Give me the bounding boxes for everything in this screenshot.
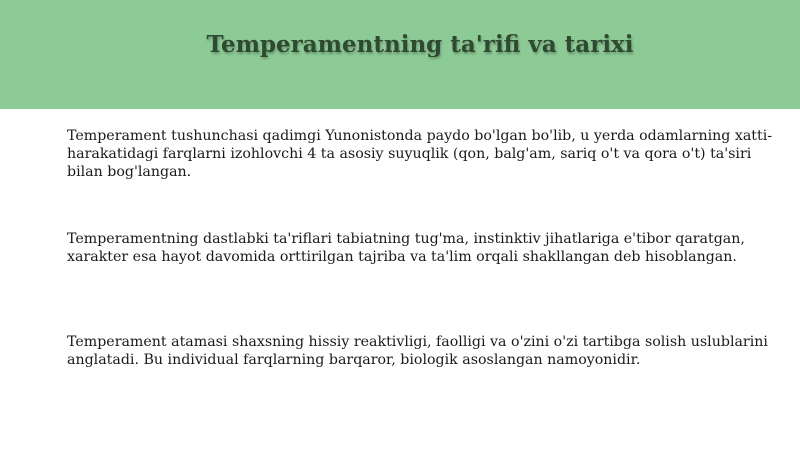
- paragraph-term-meaning: Temperament atamasi shaxsning hissiy reaktivligi, faolligi va o'zini o'zi tartibga solish uslublarini anglatadi. Bu individual farqlarning barqaror, biologik asoslangan namoyonidir.: [67, 334, 768, 368]
- slide-title: Temperamentning ta'rifi va tarixi: [206, 31, 634, 58]
- title-banner: [0, 0, 800, 109]
- paragraph-early-definitions: Temperamentning dastlabki ta'riflari tabiatning tug'ma, instinktiv jihatlariga e'tibor qaratgan, xarakter esa hayot davomida orttirilgan tajriba va ta'lim orqali shakllangan deb hisoblangan.: [67, 231, 745, 265]
- paragraph-history: Temperament tushunchasi qadimgi Yunonistonda paydo bo'lgan bo'lib, u yerda odamlarning xatti-harakatidagi farqlarni izohlovchi 4 ta asosiy suyuqlik (qon, balg'am, sariq o't va qora o't) ta'siri bilan bog'langan.: [67, 128, 773, 180]
